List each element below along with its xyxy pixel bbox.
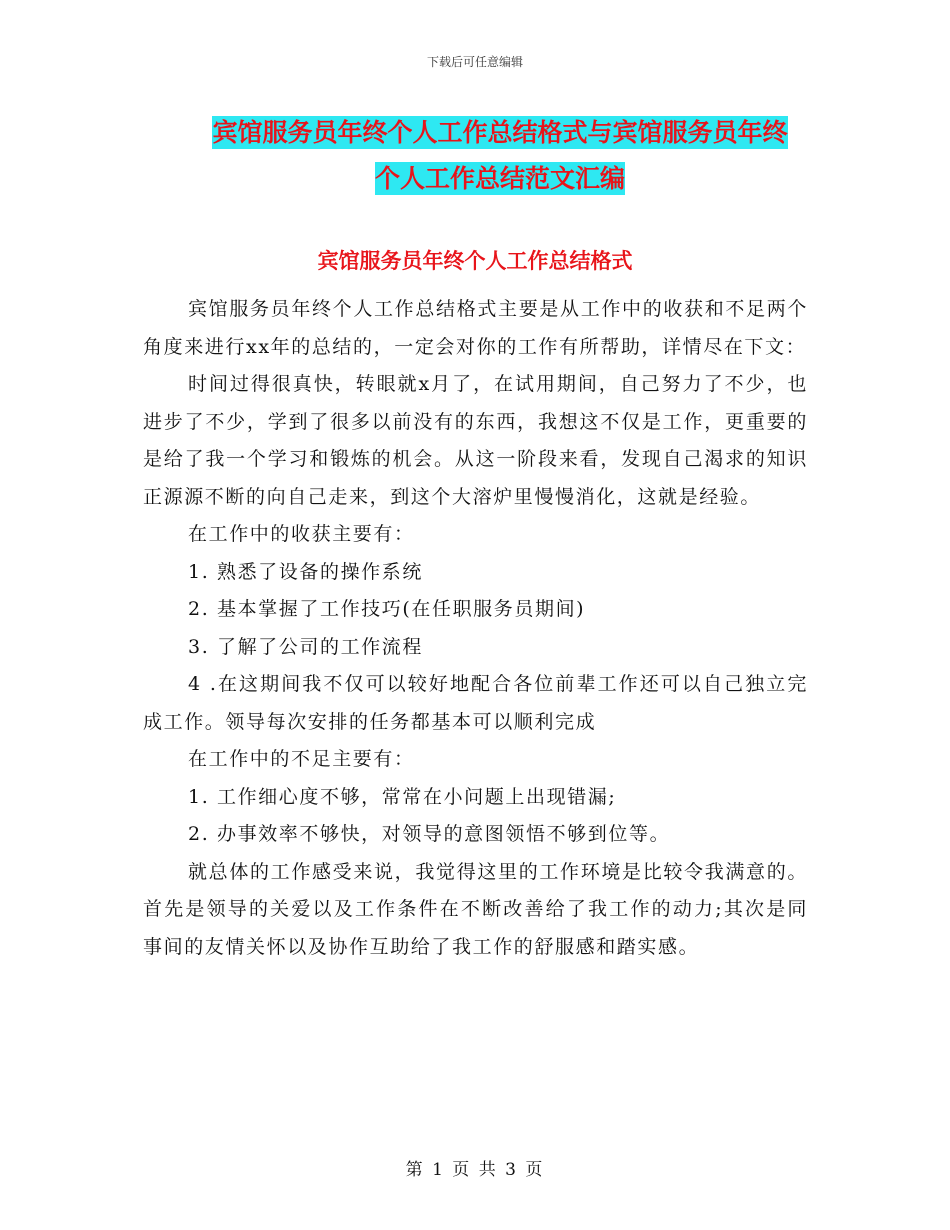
header-note: 下载后可任意编辑 (426, 55, 523, 69)
paragraph-experience: 时间过得很真快，转眼就x月了，在试用期间，自己努力了不少，也进步了不少，学到了很多以前没有的东西，我想这不仅是工作，更重要的是给了我一个学习和锻炼的机会。从这一阶段来看，发现自己渴求的知识正源源不断的向自己走来，到这个大溶炉里慢慢消化，这就是经验。 (143, 373, 808, 508)
paragraph-summary: 就总体的工作感受来说，我觉得这里的工作环境是比较令我满意的。首先是领导的关爱以及工作条件在不断改善给了我工作的动力;其次是同事间的友情关怀以及协作互助给了我工作的舒服感和踏实感。 (143, 860, 808, 958)
title-line-2: 个人工作总结范文汇编 (374, 164, 625, 193)
document-body (143, 291, 808, 966)
list-item-gain-2: 2. 基本掌握了工作技巧(在任职服务员期间) (188, 598, 586, 620)
paragraph-shortcomings-heading: 在工作中的不足主要有： (188, 748, 415, 770)
paragraph-intro: 宾馆服务员年终个人工作总结格式主要是从工作中的收获和不足两个角度来进行xx年的总结的，一定会对你的工作有所帮助，详情尽在下文： (143, 298, 808, 358)
list-item-shortcoming-1: 1. 工作细心度不够，常常在小问题上出现错漏; (188, 785, 617, 808)
paragraph-gains-heading: 在工作中的收获主要有： (188, 523, 415, 545)
document-title (140, 110, 860, 202)
list-item-gain-3: 3. 了解了公司的工作流程 (188, 635, 423, 658)
list-item-gain-1: 1. 熟悉了设备的操作系统 (188, 560, 423, 583)
section-title: 宾馆服务员年终个人工作总结格式 (317, 249, 633, 273)
title-line-1: 宾馆服务员年终个人工作总结格式与宾馆服务员年终 (212, 118, 788, 147)
page-footer: 第 1 页 共 3 页 (405, 1160, 545, 1180)
list-item-gain-4: 4 .在这期间我不仅可以较好地配合各位前辈工作还可以自己独立完成工作。领导每次安排的任务都基本可以顺利完成 (143, 673, 808, 733)
list-item-shortcoming-2: 2. 办事效率不够快，对领导的意图领悟不够到位等。 (188, 823, 671, 845)
